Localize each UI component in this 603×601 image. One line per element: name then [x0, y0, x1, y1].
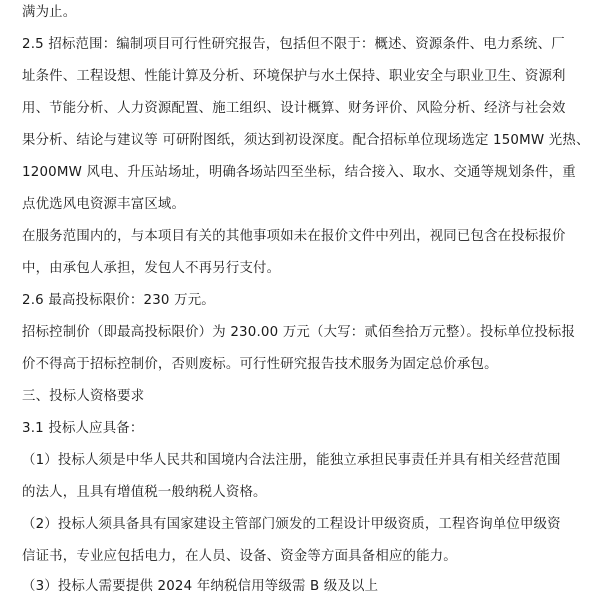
requirement-2-line-2: 信证书，专业应包括电力，在人员、设备、资金等方面具备相应的能力。	[22, 549, 457, 564]
text-line-3: 址条件、工程设想、性能计算及分析、环境保护与水土保持、职业安全与职业卫生、资源利	[22, 69, 566, 84]
text-line-5: 果分析、结论与建议等 可研附图纸，须达到初设深度。配合招标单位现场选定 150MW 光热、	[22, 133, 590, 148]
section-2-5-heading-line: 2.5 招标范围：编制项目可行性研究报告，包括但不限于：概述、资源条件、电力系统、厂	[22, 37, 565, 52]
requirement-1-line-2: 的法人，且具有增值税一般纳税人资格。	[22, 485, 267, 500]
section-3-heading: 三、投标人资格要求	[22, 389, 145, 404]
text-line-1: 满为止。	[22, 5, 77, 20]
text-line-9: 中，由承包人承担，发包人不再另行支付。	[22, 261, 281, 276]
requirement-1-line-1: （1）投标人须是中华人民共和国境内合法注册，能独立承担民事责任并具有相关经营范围	[22, 453, 561, 468]
text-line-7: 点优选风电资源丰富区域。	[22, 197, 186, 212]
requirement-2-line-1: （2）投标人须具备具有国家建设主管部门颁发的工程设计甲级资质，工程咨询单位甲级资	[22, 517, 561, 532]
text-line-4: 用、节能分析、人力资源配置、施工组织、设计概算、财务评价、风险分析、经济与社会效	[22, 101, 566, 116]
section-3-1-heading: 3.1 投标人应具备：	[22, 421, 144, 436]
text-line-12: 价不得高于招标控制价，否则废标。可行性研究报告技术服务为固定总价承包。	[22, 357, 498, 372]
text-line-6: 1200MW 风电、升压站场址，明确各场站四至坐标，结合接入、取水、交通等规划条件，重	[22, 165, 576, 180]
requirement-3-line-1: （3）投标人需要提供 2024 年纳税信用等级需 B 级及以上	[22, 579, 379, 594]
text-line-8: 在服务范围内的，与本项目有关的其他事项如未在报价文件中列出，视同已包含在投标报价	[22, 229, 566, 244]
section-2-6-line: 2.6 最高投标限价：230 万元。	[22, 293, 215, 308]
text-line-11: 招标控制价（即最高投标限价）为 230.00 万元（大写：贰佰叁拾万元整）。投标单位投标报	[22, 325, 576, 340]
